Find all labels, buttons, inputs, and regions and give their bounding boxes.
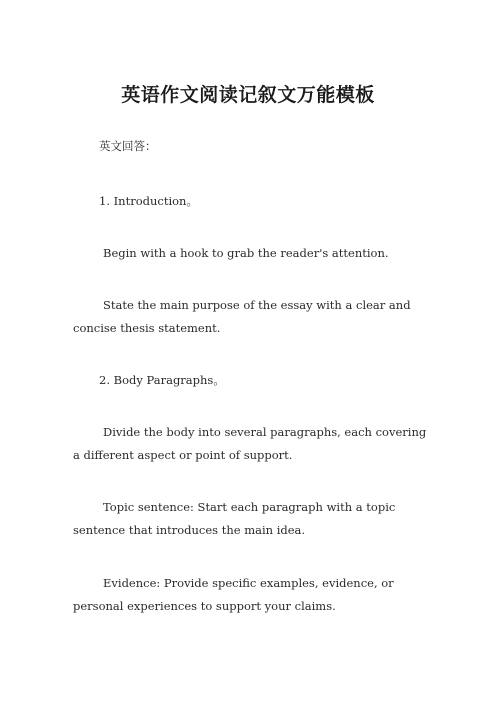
divide-paragraph: [73, 421, 426, 467]
hook-paragraph: Begin with a hook to grab the reader's attention.: [103, 246, 389, 260]
page-title: 英语作文阅读记叙文万能模板: [121, 84, 375, 106]
topic-line-1: Topic sentence: Start each paragraph with a topic: [103, 500, 396, 514]
thesis-paragraph: [73, 294, 411, 340]
section-heading-introduction: 1. Introduction。: [99, 194, 198, 208]
topic-line-2: sentence that introduces the main idea.: [73, 523, 306, 537]
thesis-line-1: State the main purpose of the essay with a clear and: [103, 298, 411, 312]
section-heading-body: 2. Body Paragraphs。: [99, 373, 225, 387]
evidence-line-2: personal experiences to support your claims.: [73, 599, 336, 613]
evidence-paragraph: [73, 572, 394, 618]
answer-heading: 英文回答：: [99, 139, 157, 153]
evidence-line-1: Evidence: Provide specific examples, evidence, or: [103, 576, 394, 590]
thesis-line-2: concise thesis statement.: [73, 321, 221, 335]
divide-line-2: a different aspect or point of support.: [73, 448, 293, 462]
topic-sentence-paragraph: [73, 496, 395, 542]
divide-line-1: Divide the body into several paragraphs, each covering: [103, 425, 427, 439]
